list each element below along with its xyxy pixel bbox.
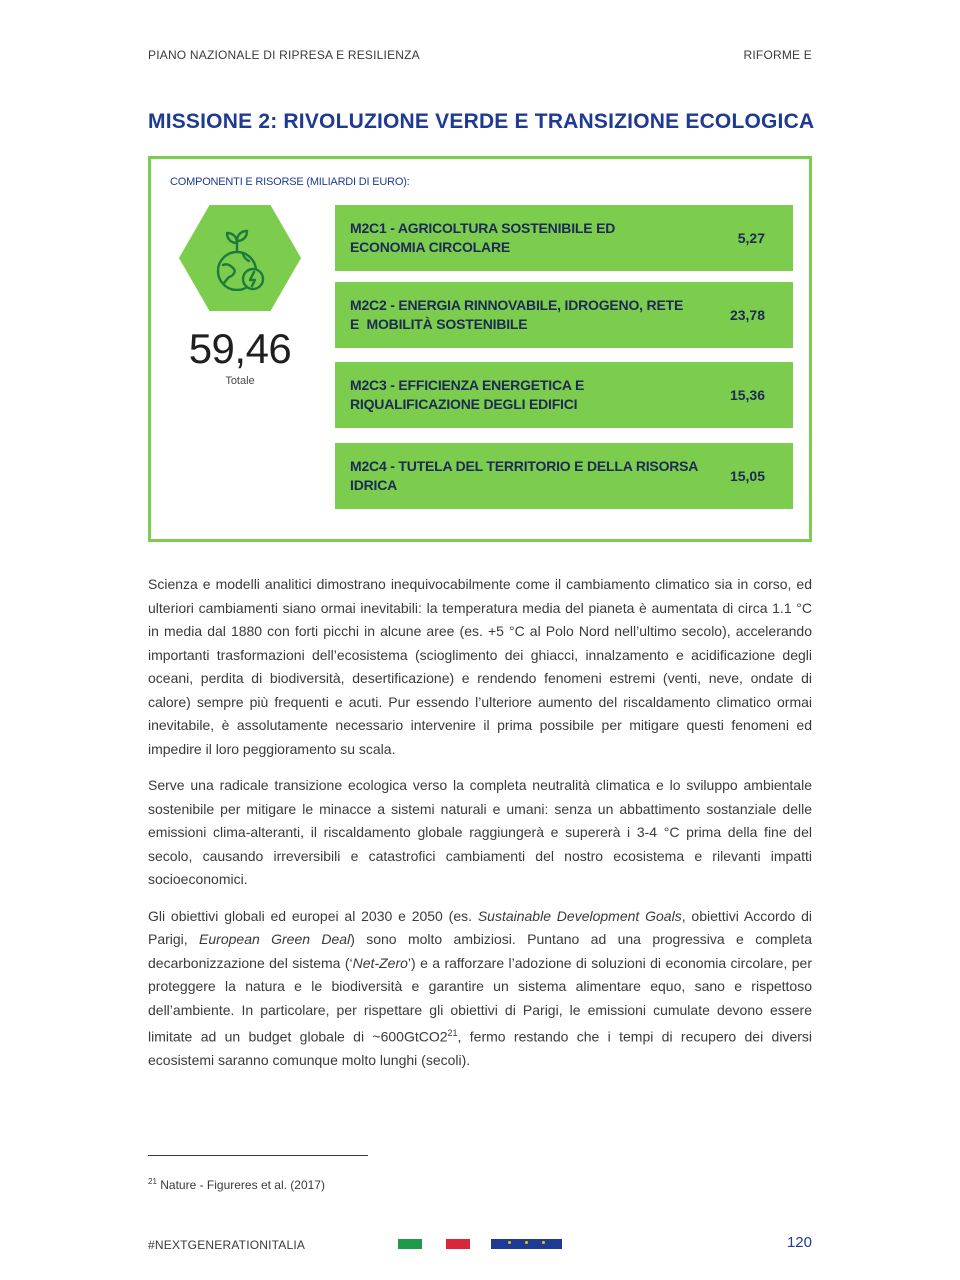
running-header-section: RIFORME E (743, 48, 812, 62)
paragraph (148, 905, 812, 1073)
component-label (350, 219, 710, 257)
component-label-line: M2C1 - AGRICOLTURA SOSTENIBILE ED (350, 220, 616, 236)
component-row-m2c3 (335, 362, 793, 428)
footnote-divider (148, 1155, 368, 1156)
page-title: MISSIONE 2: RIVOLUZIONE VERDE E TRANSIZIONE ECOLOGICA (148, 110, 815, 133)
text-run-italic: European Green Deal (199, 931, 351, 947)
component-label-line: ECONOMIA CIRCOLARE (350, 239, 510, 255)
flag-stripe-red (446, 1239, 470, 1249)
footnote (148, 1177, 325, 1192)
component-value: 5,27 (737, 230, 765, 246)
mission-hexagon (179, 205, 301, 311)
page-number: 120 (786, 1234, 812, 1251)
component-label-line: RIQUALIFICAZIONE DEGLI EDIFICI (350, 396, 578, 412)
component-label (350, 457, 710, 495)
footnote-number: 21 (148, 1177, 157, 1186)
component-label-line: M2C4 - TUTELA DEL TERRITORIO E DELLA RISORSA (350, 458, 699, 474)
text-run: ’) e a rafforzare l’adozione di soluzioni di economia circolare, per proteggere la natura e le biodiversità e garantire un sistema alimentare equo, sano e rispettoso dell’ambiente. In particolare, per rispettare gli obiettivi di Parigi, le emissioni cumulate devono essere limitate ad un budget globale di ~600GtCO2 (148, 954, 812, 1045)
component-label-line: IDRICA (350, 477, 398, 493)
footnote-text: Nature - Figureres et al. (2017) (156, 1178, 325, 1192)
earth-plant-energy-icon (215, 227, 265, 291)
paragraph: Scienza e modelli analitici dimostrano inequivocabilmente come il cambiamento climatico sia in corso, ed ulteriori cambiamenti siano ormai inevitabili: la temperatura media del pianeta è aumentata di circa 1.1 °C in media dal 1880 con forti picchi in alcune aree (es. +5 °C al Polo Nord nell’ultimo secolo), accelerando importanti trasformazioni dell’ecosistema (scioglimento dei ghiacci, innalzamento e acidificazione degli oceani, perdita di biodiversità, desertificazione) e rendendo fenomeni estremi (venti, neve, ondate di calore) sempre più frequenti e acuti. Pur essendo l’ulteriore aumento del riscaldamento climatico ormai inevitabile, è assolutamente necessario intervenire il prima possibile per mitigare questi fenomeni ed impedire il loro peggioramento su scala. (148, 576, 812, 757)
component-row-m2c1 (335, 205, 793, 271)
mission-resources-panel (148, 156, 812, 542)
paragraph: Serve una radicale transizione ecologica verso la completa neutralità climatica e lo sviluppo ambientale sostenibile per mitigare le minacce a sistemi naturali e umani: senza un abbattimento sostanziale delle emissioni clima-alteranti, il riscaldamento globale raggiungerà e supererà i 3-4 °C prima della fine del secolo, causando irreversibili e catastrofici cambiamenti del nostro ecosistema e rilevanti impatti socioeconomici. (148, 777, 812, 887)
eu-flag-icon (491, 1239, 562, 1249)
component-row-m2c2 (335, 282, 793, 348)
text-run: , fermo restando che i tempi di recupero dei diversi ecosistemi saranno comunque molto lunghi (secoli). (148, 1028, 813, 1069)
text-run-italic: Net-Zero (352, 954, 408, 971)
text-run: ) sono molto ambiziosi. Puntano ad una progressiva e completa decarbonizzazione del sistema (‘ (148, 931, 812, 971)
footer-hashtag: #NEXTGENERATIONITALIA (148, 1238, 306, 1252)
text-run-italic: Sustainable Development Goals (477, 907, 682, 924)
component-label-line: M2C2 - ENERGIA RINNOVABILE, IDROGENO, RETE (350, 297, 684, 313)
component-value: 15,05 (729, 468, 765, 484)
component-value: 23,78 (729, 307, 765, 323)
panel-caption: COMPONENTI E RISORSE (MILIARDI DI EURO): (170, 176, 410, 188)
total-label: Totale (225, 375, 255, 387)
component-label (350, 296, 710, 334)
text-run: , obiettivi Accordo di Parigi, (148, 907, 812, 947)
flag-stripe-green (398, 1239, 422, 1249)
text-run: Gli obiettivi globali ed europei al 2030 e 2050 (es. (148, 907, 478, 924)
component-label-line: M2C3 - EFFICIENZA ENERGETICA E (350, 377, 585, 393)
component-value: 15,36 (729, 387, 765, 403)
body-text (148, 573, 812, 1086)
running-header-title: PIANO NAZIONALE DI RIPRESA E RESILIENZA (148, 48, 420, 62)
total-value: 59,46 (188, 325, 292, 372)
component-label-line: E MOBILITÀ SOSTENIBILE (350, 316, 528, 332)
footnote-ref[interactable]: 21 (447, 1028, 458, 1038)
component-row-m2c4 (335, 443, 793, 509)
component-label (350, 376, 710, 414)
